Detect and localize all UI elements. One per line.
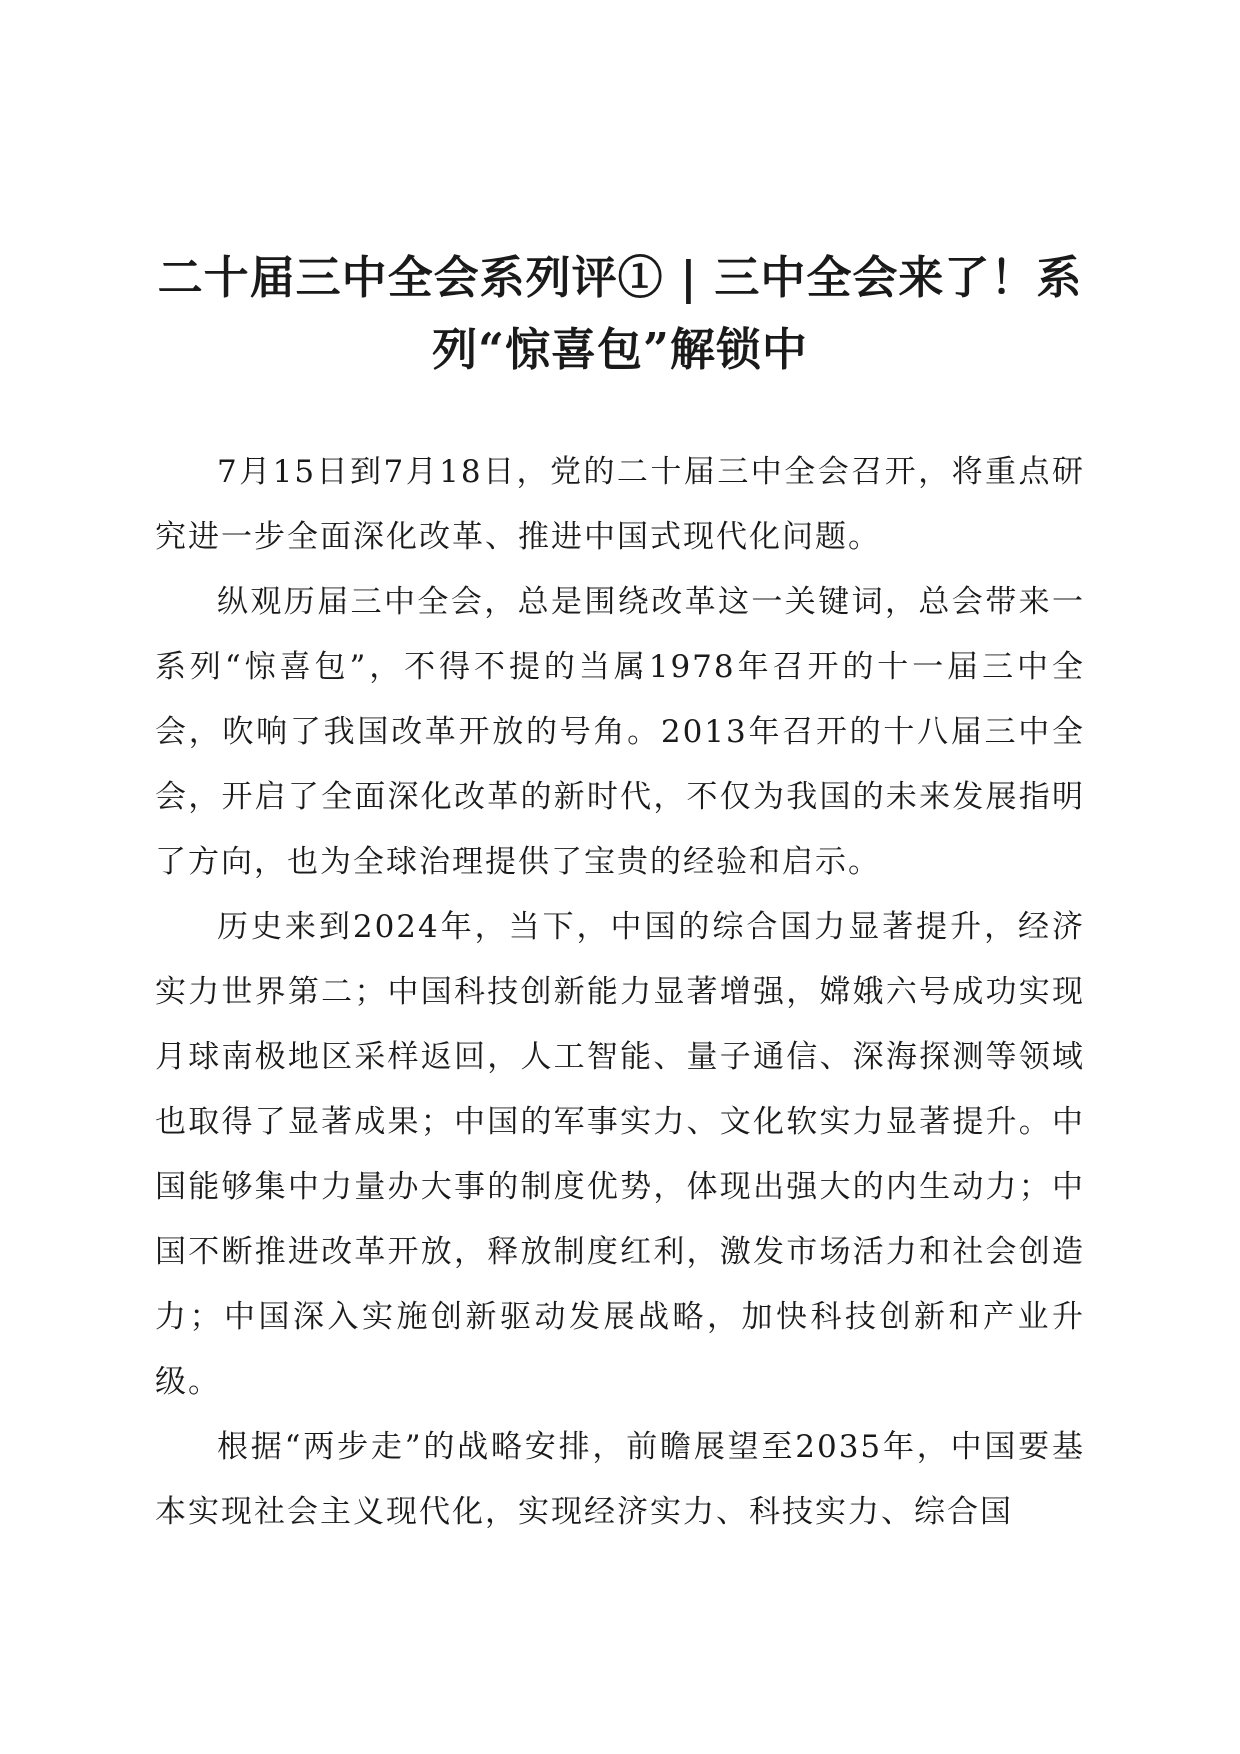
article-title-line-1: 二十届三中全会系列评① | 三中全会来了！系 bbox=[157, 251, 1083, 304]
article-body bbox=[155, 440, 1085, 1545]
paragraph-4: 根据“两步走”的战略安排，前瞻展望至2035年，中国要基本实现社会主义现代化，实现经济实力、科技实力、综合国 bbox=[155, 1429, 1085, 1530]
paragraph-1: 7月15日到7月18日，党的二十届三中全会召开，将重点研究进一步全面深化改革、推进中国式现代化问题。 bbox=[155, 454, 1085, 555]
article-title bbox=[150, 242, 1090, 386]
paragraph-3: 历史来到2024年，当下，中国的综合国力显著提升，经济实力世界第二；中国科技创新能力显著增强，嫦娥六号成功实现月球南极地区采样返回，人工智能、量子通信、深海探测等领域也取得了显著成果；中国的军事实力、文化软实力显著提升。中国能够集中力量办大事的制度优势，体现出强大的内生动力；中国不断推进改革开放，释放制度红利，激发市场活力和社会创造力；中国深入实施创新驱动发展战略，加快科技创新和产业升级。 bbox=[155, 909, 1085, 1400]
article-title-line-2: 列“惊喜包”解锁中 bbox=[432, 323, 808, 376]
paragraph-2: 纵观历届三中全会，总是围绕改革这一关键词，总会带来一系列“惊喜包”，不得不提的当属1978年召开的十一届三中全会，吹响了我国改革开放的号角。2013年召开的十八届三中全会，开启了全面深化改革的新时代，不仅为我国的未来发展指明了方向，也为全球治理提供了宝贵的经验和启示。 bbox=[155, 584, 1085, 880]
